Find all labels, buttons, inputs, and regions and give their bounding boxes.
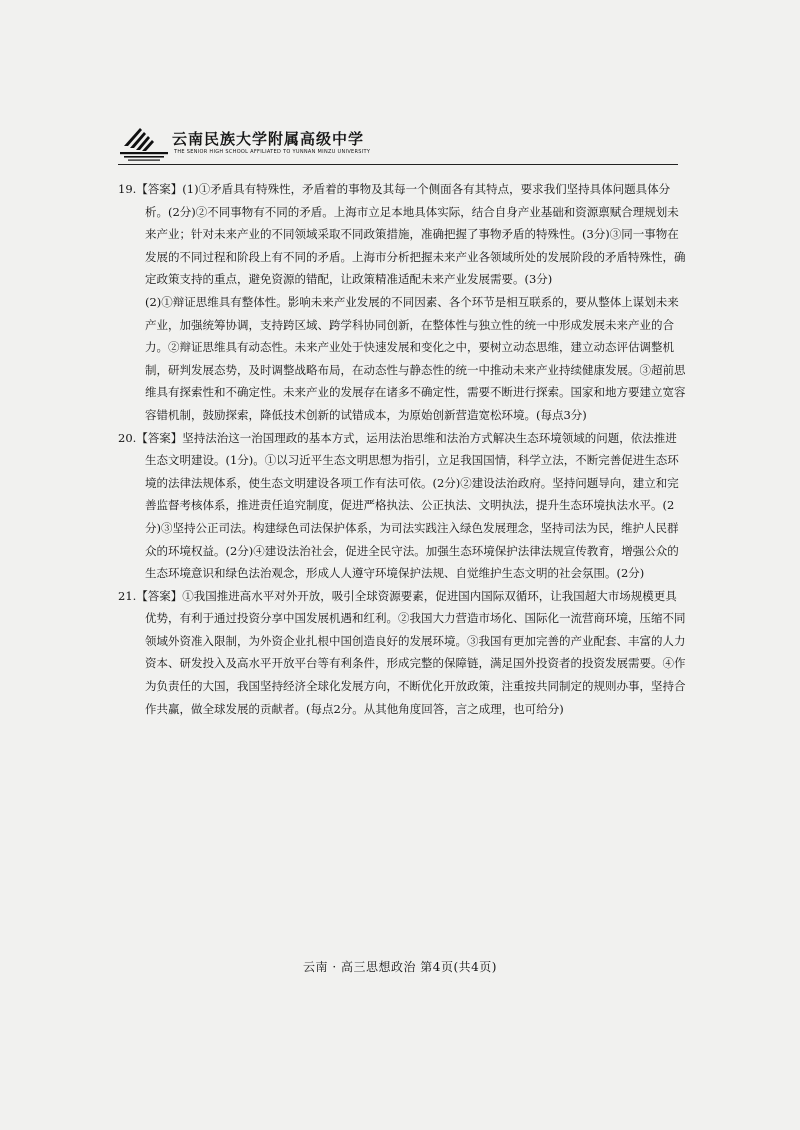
header-divider — [118, 164, 678, 165]
answer-21: 21.【答案】①我国推进高水平对外开放，吸引全球资源要素，促进国内国际双循环，让我国超大市场规模更具优势，有利于通过投资分享中国发展机遇和红利。②我国大力营造市场化、国际化一流营商环境，压缩不同领域外资准入限制，为外资企业扎根中国创造良好的发展环境。③我国有更加完善的产业配套、丰富的人力资本、研发投入及高水平开放平台等有利条件，形成完整的保障链，满足国外投资者的投资发展需要。④作为负责任的大国，我国坚持经济全球化发展方向，不断优化开放政策，注重按共同制定的规则办事，坚持合作共赢，做全球发展的贡献者。(每点2分。从其他角度回答，言之成理，也可给分) — [118, 588, 686, 716]
answer-content — [118, 178, 686, 720]
answer-19: 19.【答案】(1)①矛盾具有特殊性，矛盾着的事物及其每一个侧面各有其特点，要求我们坚持具体问题具体分析。(2分)②不同事物有不同的矛盾。上海市立足本地具体实际，结合自身产业基础和资源禀赋合理规划未来产业；针对未来产业的不同领域采取不同政策措施，准确把握了事物矛盾的特殊性。(3分)③同一事物在发展的不同过程和阶段上有不同的矛盾。上海市分析把握未来产业各领域所处的发展阶段的矛盾特殊性，确定政策支持的重点，避免资源的错配，让政策精准适配未来产业发展需要。(3分) — [118, 182, 686, 287]
school-logo-icon — [118, 124, 170, 164]
page-header — [118, 124, 618, 168]
school-name: 云南民族大学附属高级中学 — [172, 130, 365, 148]
answer-19-part-2: (2)①辩证思维具有整体性。影响未来产业发展的不同因素、各个环节是相互联系的，要从整体上谋划未来产业，加强统筹协调，支持跨区域、跨学科协同创新，在整体性与独立性的统一中形成发展未来产业的合力。②辩证思维具有动态性。未来产业处于快速发展和变化之中，要树立动态思维，建立动态评估调整机制，研判发展态势，及时调整战略布局，在动态性与静态性的统一中推动未来产业持续健康发展。③超前思维具有探索性和不确定性。未来产业的发展存在诸多不确定性，需要不断进行探索。国家和地方要建立宽容容错机制，鼓励探索，降低技术创新的试错成本，为原始创新营造宽松环境。(每点3分) — [145, 294, 686, 422]
page-footer: 云南 · 高三思想政治 第4页(共4页) — [303, 960, 497, 974]
school-name-en: THE SENIOR HIGH SCHOOL AFFILIATED TO YUNNAN MINZU UNIVERSITY — [174, 149, 371, 155]
answer-20: 20.【答案】坚持法治这一治国理政的基本方式，运用法治思维和法治方式解决生态环境领域的问题，依法推进生态文明建设。(1分)。①以习近平生态文明思想为指引，立足我国国情，科学立法，不断完善促进生态环境的法律法规体系，使生态文明建设各项工作有法可依。(2分)②建设法治政府。坚持问题导向，建立和完善监督考核体系，推进责任追究制度，促进严格执法、公正执法、文明执法，提升生态环境执法水平。(2分)③坚持公正司法。构建绿色司法保护体系，为司法实践注入绿色发展理念，坚持司法为民，维护人民群众的环境权益。(2分)④建设法治社会，促进全民守法。加强生态环境保护法律法规宣传教育，增强公众的生态环境意识和绿色法治观念，形成人人遵守环境保护法规、自觉维护生态文明的社会氛围。(2分) — [118, 430, 679, 581]
